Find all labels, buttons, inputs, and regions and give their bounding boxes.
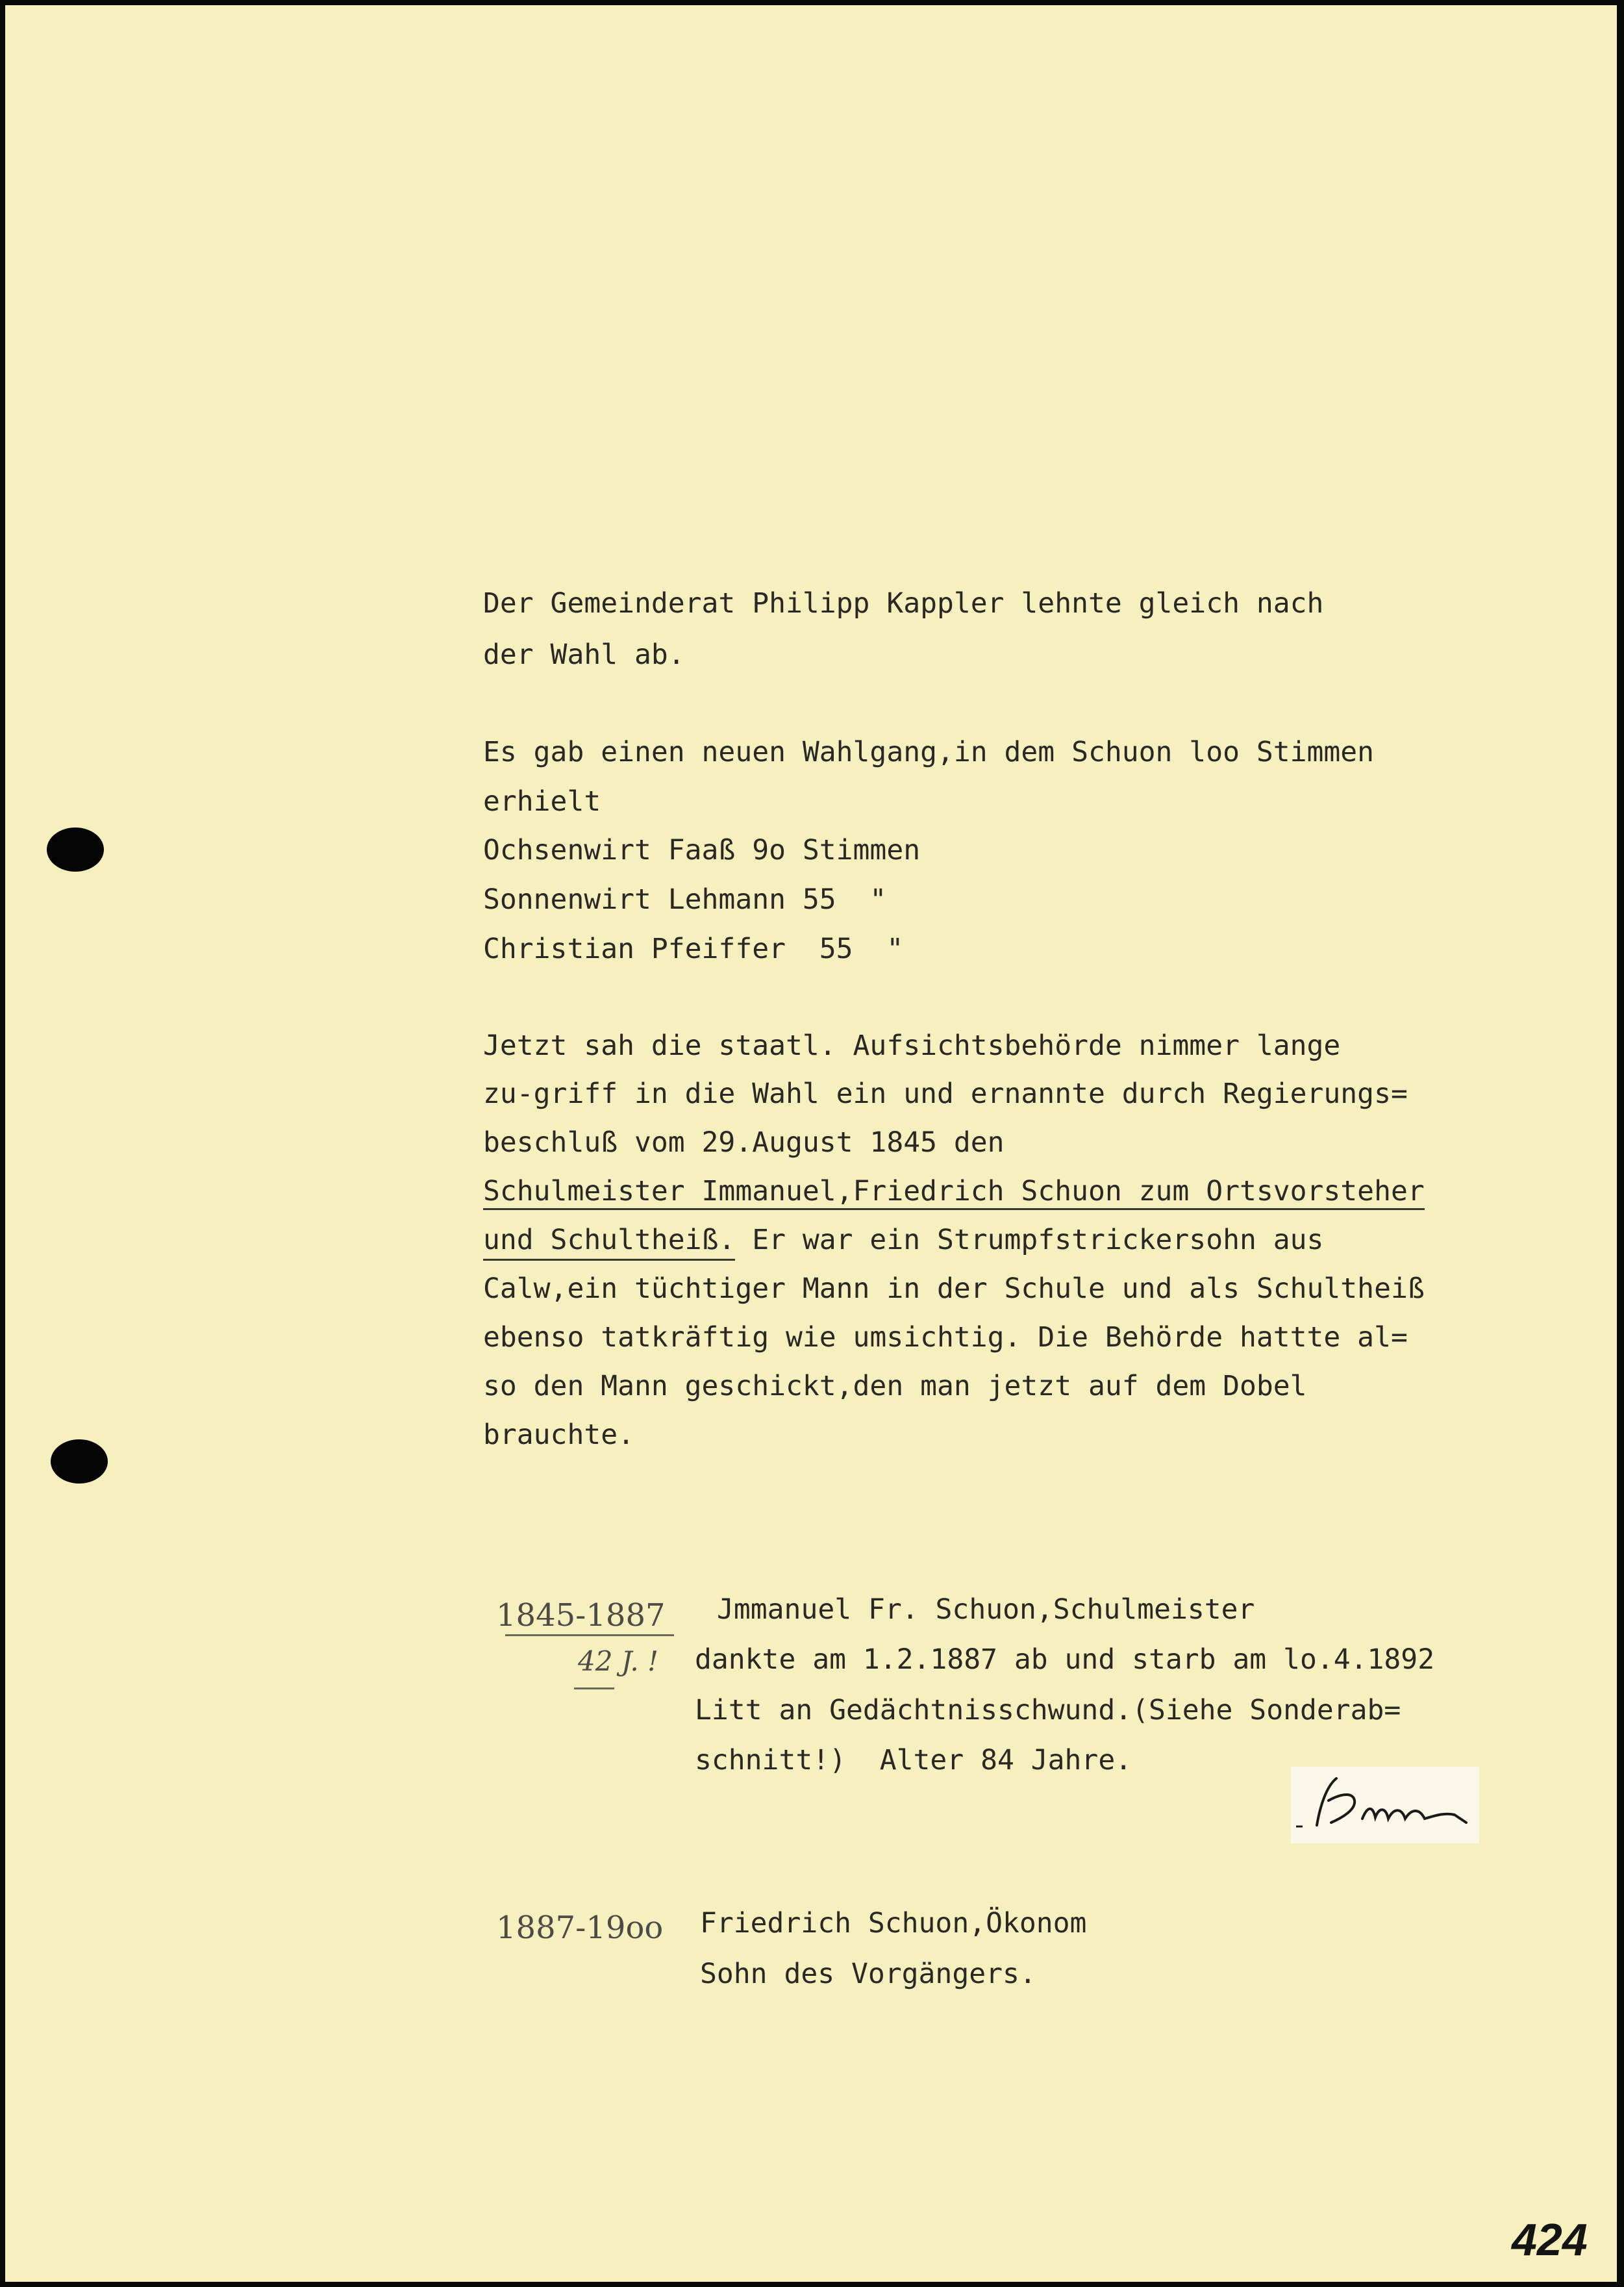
paragraph-2-line-5: Christian Pfeiffer 55 " xyxy=(483,933,904,965)
entry-1-line-1: dankte am 1.2.1887 ab und starb am lo.4.1892 xyxy=(695,1643,1435,1676)
page-number: 424 xyxy=(1512,2214,1588,2265)
paragraph-3-underlined-line: Schulmeister Immanuel,Friedrich Schuon zum Ortsvorsteher xyxy=(483,1178,1425,1210)
paragraph-2-line-3: Ochsenwirt Faaß 9o Stimmen xyxy=(483,834,921,866)
paragraph-2-line-4: Sonnenwirt Lehmann 55 " xyxy=(483,883,887,916)
paragraph-3-line-5-rest: Er war ein Strumpfstrickersohn aus xyxy=(735,1224,1324,1256)
paragraph-2-line-1: Es gab einen neuen Wahlgang,in dem Schuon loo Stimmen xyxy=(483,736,1375,768)
paragraph-3-line-2: zu-griff in die Wahl ein und ernannte durch Regierungs= xyxy=(483,1078,1408,1110)
entry-1-line-2: Litt an Gedächtnisschwund.(Siehe Sonderab= xyxy=(695,1694,1401,1726)
entry-1-line-3: schnitt!) Alter 84 Jahre. xyxy=(695,1744,1132,1776)
signature-image xyxy=(1291,1767,1479,1843)
entry-2-line-1: Sohn des Vorgängers. xyxy=(700,1958,1036,1990)
entry-2-years: 1887-19oo xyxy=(496,1910,664,1946)
paragraph-3-line-5 xyxy=(483,1226,1323,1254)
entry-2-name-line: Friedrich Schuon,Ökonom xyxy=(700,1907,1087,1940)
paragraph-3-line-6: Calw,ein tüchtiger Mann in der Schule und als Schultheiß xyxy=(483,1272,1425,1305)
paragraph-2-line-2: erhielt xyxy=(483,785,601,818)
entry-1-note-underline xyxy=(574,1687,614,1689)
signature-clipping xyxy=(1291,1767,1479,1843)
entry-1-name-line: Jmmanuel Fr. Schuon,Schulmeister xyxy=(717,1593,1255,1626)
document-page xyxy=(5,5,1617,2282)
paragraph-3-line-7: ebenso tatkräftig wie umsichtig. Die Behörde hattte al= xyxy=(483,1321,1408,1354)
paragraph-3-line-8: so den Mann geschickt,den man jetzt auf dem Dobel xyxy=(483,1370,1307,1402)
paragraph-3-underlined-start: und Schultheiß. xyxy=(483,1224,735,1261)
entry-1-years-underline xyxy=(505,1634,674,1636)
paragraph-3-line-9: brauchte. xyxy=(483,1419,634,1451)
entry-1-handwritten-note: 42 J. ! xyxy=(578,1645,658,1677)
paragraph-3-line-3: beschluß vom 29.August 1845 den xyxy=(483,1126,1005,1159)
punch-hole-bottom xyxy=(51,1439,108,1484)
paragraph-3-line-1: Jetzt sah die staatl. Aufsichtsbehörde nimmer lange xyxy=(483,1030,1341,1062)
punch-hole-top xyxy=(47,828,104,872)
paragraph-1-line-2: der Wahl ab. xyxy=(483,638,685,671)
paragraph-1-line-1: Der Gemeinderat Philipp Kappler lehnte gleich nach xyxy=(483,587,1324,620)
entry-1-years: 1845-1887 xyxy=(496,1597,666,1634)
